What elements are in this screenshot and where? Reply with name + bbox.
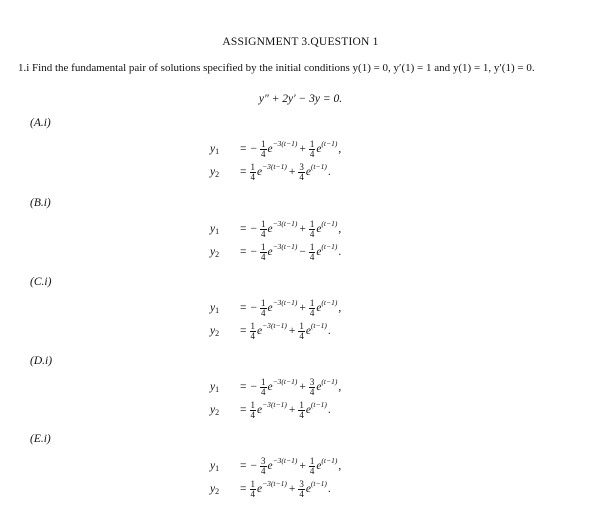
solution-variable: $y_1$ bbox=[210, 459, 220, 473]
ode-equation: y″ + 2y′ − 3y = 0. bbox=[258, 93, 343, 105]
second-coefficient-fraction bbox=[298, 480, 305, 499]
solution-variable: $y_1$ bbox=[210, 380, 220, 394]
solution-subscript: 2 bbox=[215, 169, 220, 179]
row-punctuation: , bbox=[338, 460, 342, 472]
second-coefficient-denominator: 4 bbox=[299, 330, 304, 341]
first-exponential-e: e bbox=[267, 223, 273, 235]
first-exponential-exponent: −3(t−1) bbox=[272, 219, 298, 228]
row-punctuation: , bbox=[338, 223, 342, 235]
second-coefficient-fraction bbox=[298, 401, 305, 420]
solution-row bbox=[210, 241, 341, 263]
second-exponential-exponent: (t−1) bbox=[321, 219, 338, 228]
first-coefficient-denominator: 4 bbox=[261, 307, 266, 318]
solution-row bbox=[210, 161, 331, 183]
second-coefficient-denominator: 4 bbox=[309, 148, 315, 159]
solution-subscript: 2 bbox=[215, 407, 220, 417]
second-exponential-exponent: (t−1) bbox=[310, 400, 327, 409]
second-exponential-term bbox=[316, 456, 338, 472]
first-exponential-term bbox=[267, 242, 298, 258]
option-label: (D.i) bbox=[30, 355, 53, 367]
operator-sign: + bbox=[299, 302, 306, 314]
solution-row bbox=[210, 218, 341, 240]
first-exponential-term bbox=[267, 456, 298, 472]
solution-subscript: 1 bbox=[215, 146, 220, 156]
second-exponential-exponent: (t−1) bbox=[310, 321, 327, 330]
second-coefficient-denominator: 4 bbox=[309, 465, 315, 476]
second-coefficient-denominator: 4 bbox=[299, 488, 304, 499]
second-exponential-e: e bbox=[305, 404, 311, 416]
second-coefficient-numerator: 3 bbox=[309, 376, 315, 387]
solution-row bbox=[210, 399, 331, 421]
row-punctuation: . bbox=[338, 246, 342, 258]
row-punctuation: , bbox=[338, 302, 342, 314]
second-coefficient-numerator: 1 bbox=[299, 320, 304, 331]
question-text: 1.i Find the fundamental pair of solutions specified by the initial conditions y(1) = 0, y′(1) = 1 and y(1) = 1, y′(1) = 0. bbox=[18, 62, 535, 74]
first-exponential-term bbox=[257, 400, 287, 416]
second-exponential-e: e bbox=[305, 166, 311, 178]
second-coefficient-fraction bbox=[309, 457, 316, 476]
solution-variable: $y_2$ bbox=[210, 324, 220, 338]
leading-sign: − bbox=[250, 223, 257, 235]
first-coefficient-fraction bbox=[260, 243, 267, 262]
operator-sign: + bbox=[288, 483, 296, 495]
second-coefficient-fraction bbox=[298, 163, 305, 182]
second-exponential-term bbox=[305, 321, 327, 337]
operator-sign: + bbox=[288, 325, 296, 337]
second-exponential-e: e bbox=[316, 143, 322, 155]
second-coefficient-numerator: 1 bbox=[309, 455, 315, 466]
equals-sign: = bbox=[240, 404, 247, 416]
second-exponential-term bbox=[316, 242, 338, 258]
first-exponential-e: e bbox=[267, 460, 273, 472]
second-coefficient-denominator: 4 bbox=[309, 386, 315, 397]
second-exponential-exponent: (t−1) bbox=[321, 242, 338, 251]
equals-sign: = bbox=[240, 143, 247, 155]
second-exponential-term bbox=[316, 298, 338, 314]
equals-sign: = bbox=[240, 302, 247, 314]
operator-sign: + bbox=[299, 143, 306, 155]
second-exponential-term bbox=[316, 219, 338, 235]
first-exponential-exponent: −3(t−1) bbox=[272, 377, 298, 386]
row-punctuation: , bbox=[338, 381, 342, 393]
second-coefficient-numerator: 1 bbox=[299, 399, 304, 410]
first-exponential-term bbox=[267, 219, 298, 235]
first-coefficient-numerator: 1 bbox=[250, 320, 255, 331]
leading-sign: − bbox=[250, 143, 257, 155]
first-exponential-e: e bbox=[257, 404, 263, 416]
first-exponential-exponent: −3(t−1) bbox=[262, 400, 287, 409]
first-coefficient-numerator: 1 bbox=[261, 218, 266, 229]
second-exponential-exponent: (t−1) bbox=[321, 298, 338, 307]
first-coefficient-denominator: 4 bbox=[261, 228, 266, 239]
solution-variable: $y_2$ bbox=[210, 482, 220, 496]
first-exponential-e: e bbox=[257, 325, 263, 337]
second-exponential-e: e bbox=[305, 483, 311, 495]
first-coefficient-fraction bbox=[250, 401, 257, 420]
first-coefficient-numerator: 1 bbox=[261, 297, 266, 308]
second-exponential-e: e bbox=[316, 223, 322, 235]
solution-row bbox=[210, 297, 341, 319]
first-exponential-exponent: −3(t−1) bbox=[272, 298, 298, 307]
row-punctuation: . bbox=[327, 325, 331, 337]
second-coefficient-fraction bbox=[309, 243, 316, 262]
second-coefficient-numerator: 1 bbox=[309, 297, 315, 308]
assignment-title: ASSIGNMENT 3.QUESTION 1 bbox=[222, 36, 379, 48]
first-coefficient-numerator: 1 bbox=[250, 399, 255, 410]
solution-subscript: 2 bbox=[215, 486, 220, 496]
option-label: (C.i) bbox=[30, 276, 52, 288]
operator-sign: + bbox=[299, 381, 306, 393]
second-coefficient-numerator: 3 bbox=[299, 161, 304, 172]
leading-sign: − bbox=[250, 246, 257, 258]
solution-subscript: 1 bbox=[215, 463, 220, 473]
row-punctuation: , bbox=[338, 143, 342, 155]
solution-variable: $y_1$ bbox=[210, 142, 220, 156]
first-exponential-e: e bbox=[257, 166, 263, 178]
solution-variable: $y_2$ bbox=[210, 165, 220, 179]
leading-sign: − bbox=[250, 381, 257, 393]
first-exponential-term bbox=[267, 139, 298, 155]
row-punctuation: . bbox=[327, 483, 331, 495]
solution-variable: $y_2$ bbox=[210, 245, 220, 259]
first-coefficient-numerator: 1 bbox=[261, 138, 266, 149]
second-coefficient-denominator: 4 bbox=[309, 228, 315, 239]
first-coefficient-fraction bbox=[260, 220, 267, 239]
first-coefficient-numerator: 1 bbox=[261, 376, 266, 387]
second-exponential-term bbox=[305, 479, 327, 495]
first-coefficient-denominator: 4 bbox=[250, 409, 255, 420]
first-exponential-exponent: −3(t−1) bbox=[262, 162, 287, 171]
first-coefficient-denominator: 4 bbox=[261, 251, 266, 262]
first-exponential-e: e bbox=[267, 143, 273, 155]
first-coefficient-denominator: 4 bbox=[250, 171, 255, 182]
first-coefficient-fraction bbox=[260, 457, 267, 476]
solution-variable: $y_2$ bbox=[210, 403, 220, 417]
second-exponential-e: e bbox=[316, 460, 322, 472]
first-coefficient-denominator: 4 bbox=[261, 148, 266, 159]
second-exponential-exponent: (t−1) bbox=[310, 479, 327, 488]
second-exponential-e: e bbox=[316, 302, 322, 314]
solution-subscript: 2 bbox=[215, 328, 220, 338]
first-exponential-term bbox=[267, 298, 298, 314]
second-coefficient-numerator: 1 bbox=[309, 218, 315, 229]
first-exponential-exponent: −3(t−1) bbox=[262, 479, 287, 488]
option-label: (A.i) bbox=[30, 117, 51, 129]
first-coefficient-numerator: 1 bbox=[250, 161, 255, 172]
first-coefficient-fraction bbox=[260, 378, 267, 397]
equals-sign: = bbox=[240, 460, 247, 472]
second-exponential-term bbox=[305, 162, 327, 178]
equals-sign: = bbox=[240, 223, 247, 235]
first-exponential-exponent: −3(t−1) bbox=[272, 456, 298, 465]
first-coefficient-numerator: 3 bbox=[261, 455, 266, 466]
solution-row bbox=[210, 320, 331, 342]
second-coefficient-fraction bbox=[298, 322, 305, 341]
solution-subscript: 2 bbox=[215, 249, 220, 259]
solution-row bbox=[210, 138, 341, 160]
operator-sign: + bbox=[299, 223, 306, 235]
equals-sign: = bbox=[240, 483, 247, 495]
first-coefficient-denominator: 4 bbox=[250, 488, 255, 499]
first-coefficient-fraction bbox=[250, 163, 257, 182]
second-coefficient-numerator: 1 bbox=[309, 241, 315, 252]
solution-variable: $y_1$ bbox=[210, 222, 220, 236]
first-coefficient-fraction bbox=[260, 299, 267, 318]
first-coefficient-numerator: 1 bbox=[261, 241, 266, 252]
solution-row bbox=[210, 376, 341, 398]
equals-sign: = bbox=[240, 381, 247, 393]
first-coefficient-denominator: 4 bbox=[250, 330, 255, 341]
first-exponential-e: e bbox=[267, 246, 273, 258]
first-coefficient-denominator: 4 bbox=[261, 386, 266, 397]
solution-row bbox=[210, 455, 341, 477]
solution-row bbox=[210, 478, 331, 500]
equals-sign: = bbox=[240, 325, 247, 337]
second-exponential-exponent: (t−1) bbox=[321, 456, 338, 465]
second-exponential-e: e bbox=[305, 325, 311, 337]
second-coefficient-numerator: 3 bbox=[299, 478, 304, 489]
second-exponential-term bbox=[316, 139, 338, 155]
row-punctuation: . bbox=[327, 404, 331, 416]
first-exponential-exponent: −3(t−1) bbox=[272, 139, 298, 148]
second-coefficient-numerator: 1 bbox=[309, 138, 315, 149]
first-coefficient-fraction bbox=[260, 140, 267, 159]
second-exponential-term bbox=[316, 377, 338, 393]
solution-variable: $y_1$ bbox=[210, 301, 220, 315]
second-exponential-e: e bbox=[316, 381, 322, 393]
solution-subscript: 1 bbox=[215, 305, 220, 315]
option-label: (B.i) bbox=[30, 197, 51, 209]
second-coefficient-denominator: 4 bbox=[299, 171, 304, 182]
first-coefficient-fraction bbox=[250, 322, 257, 341]
solution-subscript: 1 bbox=[215, 384, 220, 394]
first-exponential-e: e bbox=[267, 381, 273, 393]
second-coefficient-denominator: 4 bbox=[309, 307, 315, 318]
solution-subscript: 1 bbox=[215, 226, 220, 236]
second-exponential-e: e bbox=[316, 246, 322, 258]
first-exponential-term bbox=[257, 479, 287, 495]
first-exponential-term bbox=[257, 162, 287, 178]
second-exponential-exponent: (t−1) bbox=[310, 162, 327, 171]
equals-sign: = bbox=[240, 166, 247, 178]
equals-sign: = bbox=[240, 246, 247, 258]
operator-sign: + bbox=[299, 460, 306, 472]
second-exponential-exponent: (t−1) bbox=[321, 377, 338, 386]
first-exponential-exponent: −3(t−1) bbox=[262, 321, 287, 330]
leading-sign: − bbox=[250, 302, 257, 314]
first-exponential-exponent: −3(t−1) bbox=[272, 242, 298, 251]
first-coefficient-denominator: 4 bbox=[261, 465, 266, 476]
row-punctuation: . bbox=[327, 166, 331, 178]
leading-sign: − bbox=[250, 460, 257, 472]
operator-sign: + bbox=[288, 166, 296, 178]
first-exponential-term bbox=[267, 377, 298, 393]
second-coefficient-fraction bbox=[309, 378, 316, 397]
second-exponential-term bbox=[305, 400, 327, 416]
operator-sign: + bbox=[288, 404, 296, 416]
second-coefficient-fraction bbox=[309, 140, 316, 159]
first-coefficient-numerator: 1 bbox=[250, 478, 255, 489]
second-coefficient-fraction bbox=[309, 220, 316, 239]
operator-sign: − bbox=[299, 246, 306, 258]
option-label: (E.i) bbox=[30, 433, 51, 445]
first-exponential-e: e bbox=[267, 302, 273, 314]
second-coefficient-fraction bbox=[309, 299, 316, 318]
first-exponential-e: e bbox=[257, 483, 263, 495]
second-coefficient-denominator: 4 bbox=[309, 251, 315, 262]
second-exponential-exponent: (t−1) bbox=[321, 139, 338, 148]
first-coefficient-fraction bbox=[250, 480, 257, 499]
first-exponential-term bbox=[257, 321, 287, 337]
second-coefficient-denominator: 4 bbox=[299, 409, 304, 420]
